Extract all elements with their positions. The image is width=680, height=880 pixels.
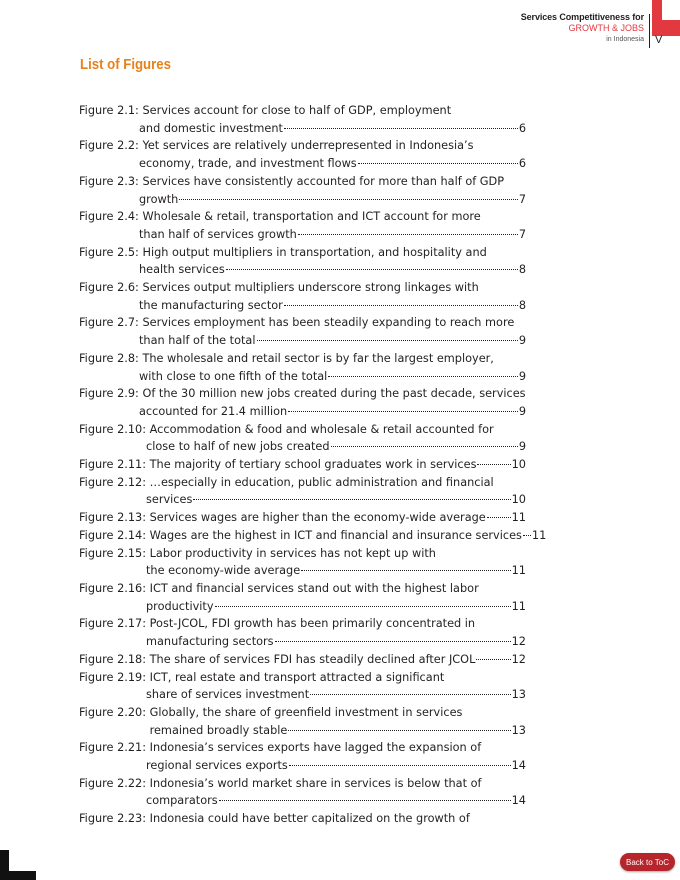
figure-label: Figure 2.17: (79, 617, 147, 631)
figure-entry[interactable] (79, 615, 526, 650)
dot-leader (523, 535, 531, 536)
figure-label: Figure 2.1: (79, 104, 139, 117)
figure-entry[interactable] (79, 739, 526, 774)
figure-caption-line1: The wholesale and retail sector is by far the largest employer, (142, 351, 494, 365)
figure-label: Figure 2.23: (79, 812, 147, 826)
figure-caption-line2: remained broadly stable (146, 723, 288, 737)
figure-caption-line2: services (146, 493, 193, 507)
figure-caption: Services wages are higher than the economy-wide average (149, 511, 486, 525)
figure-first-line (79, 775, 526, 793)
dot-leader (487, 517, 511, 518)
figure-label: Figure 2.18: (79, 652, 147, 666)
figure-continuation-line (79, 155, 526, 173)
figure-entry[interactable] (79, 137, 526, 172)
figure-caption-line1: Wholesale & retail, transportation and ICT account for more (142, 210, 481, 224)
figure-caption: Wages are the highest in ICT and financial and insurance services (149, 528, 522, 542)
figure-continuation-line (79, 491, 526, 509)
figure-entry[interactable] (79, 474, 526, 509)
figure-entry[interactable] (79, 102, 526, 137)
figure-caption-line2: share of services investment (146, 688, 310, 702)
figure-entry[interactable] (79, 669, 526, 704)
figure-caption-line1: Services output multipliers underscore strong linkages with (142, 281, 479, 295)
figure-first-line (79, 314, 526, 332)
figure-caption-line1: Yet services are relatively underrepresented in Indonesia’s (142, 139, 474, 153)
figure-page-number: 11 (531, 528, 547, 542)
figure-label: Figure 2.22: (79, 776, 147, 790)
figure-label: Figure 2.3: (79, 174, 139, 188)
figure-continuation-line (79, 332, 526, 350)
figure-single-line (79, 651, 526, 669)
figure-caption-line1: Services have consistently accounted for more than half of GDP (142, 174, 505, 188)
figure-entry[interactable] (79, 279, 526, 314)
figure-caption-line1: Indonesia’s world market share in services is below that of (149, 776, 482, 790)
figure-label: Figure 2.15: (79, 546, 147, 560)
figure-entry[interactable] (79, 651, 526, 669)
figure-entry[interactable] (79, 545, 526, 580)
figure-page-number: 13 (511, 723, 526, 737)
figure-caption-line1: ICT, real estate and transport attracted a significant (149, 670, 445, 684)
figure-page-number: 6 (518, 157, 526, 171)
figure-caption-line2: close to half of new jobs created (146, 440, 330, 454)
figure-continuation-line (79, 120, 526, 138)
figure-page-number: 11 (511, 599, 526, 613)
figure-first-line (79, 580, 526, 598)
figure-caption-line1: Post-JCOL, FDI growth has been primarily concentrated in (149, 617, 476, 631)
figure-caption-line2: comparators (146, 794, 218, 808)
figure-entry[interactable] (79, 350, 526, 385)
header-divider (649, 14, 650, 48)
figure-label: Figure 2.21: (79, 741, 147, 755)
figure-page-number: 8 (518, 298, 526, 312)
figure-first-line (79, 350, 526, 368)
figure-caption-line2: productivity (146, 599, 214, 613)
figure-page-number: 14 (511, 759, 526, 773)
figure-caption-line1: Services account for close to half of GDP, employment (142, 104, 452, 117)
figure-first-line (79, 474, 526, 492)
figure-entry[interactable] (79, 810, 526, 828)
dot-leader (289, 765, 511, 766)
header-title-line3: in Indonesia (606, 35, 644, 43)
figure-caption-line1: High output multipliers in transportation, and hospitality and (142, 245, 487, 259)
figure-page-number: 12 (511, 652, 526, 666)
figure-page-number: 8 (518, 263, 526, 277)
figure-continuation-line (79, 438, 526, 456)
figure-first-line (79, 615, 526, 633)
figure-entry[interactable] (79, 314, 526, 349)
figure-continuation-line (79, 598, 526, 616)
figure-label: Figure 2.11: (79, 458, 147, 472)
figure-entry[interactable] (79, 704, 526, 739)
figure-label: Figure 2.10: (79, 422, 147, 436)
dot-leader (284, 128, 518, 129)
figure-entry[interactable] (79, 580, 526, 615)
figure-entry[interactable] (79, 385, 526, 420)
figure-entry[interactable] (79, 527, 547, 545)
figure-caption-line2: than half of the total (139, 334, 256, 348)
figure-page-number: 6 (518, 121, 526, 135)
figure-first-line (79, 704, 526, 722)
dot-leader (257, 340, 518, 341)
corner-mark-horizontal (0, 871, 36, 880)
dot-leader (358, 163, 518, 164)
figure-label: Figure 2.8: (79, 351, 139, 365)
figure-entry[interactable] (79, 208, 526, 243)
figure-first-line (79, 421, 526, 439)
figure-first-line (79, 545, 526, 563)
figure-page-number: 9 (518, 440, 526, 454)
figure-entry[interactable] (79, 421, 526, 456)
figure-caption-line2: health services (139, 263, 225, 277)
figure-caption-line2: the manufacturing sector (139, 298, 283, 312)
figure-caption-line2: the economy-wide average (146, 564, 301, 578)
figure-caption-line2: growth (139, 192, 179, 206)
corner-decoration-notch (662, 0, 680, 20)
figure-page-number: 12 (511, 635, 526, 649)
figure-label: Figure 2.20: (79, 705, 147, 719)
figure-caption-line2: and domestic investment (139, 121, 283, 135)
figure-entry[interactable] (79, 173, 526, 208)
header-title-line2: GROWTH & JOBS (568, 23, 644, 34)
figure-caption-line1: Indonesia could have better capitalized on the growth of (149, 812, 470, 826)
dot-leader (284, 305, 518, 306)
figure-continuation-line (79, 297, 526, 315)
figure-first-line (79, 669, 526, 687)
figure-label: Figure 2.6: (79, 281, 139, 295)
dot-leader (215, 606, 511, 607)
figure-first-line (79, 173, 526, 191)
figure-single-line (79, 456, 526, 474)
figure-page-number: 10 (511, 493, 526, 507)
figure-caption-line1: …especially in education, public administration and financial (149, 475, 494, 489)
figure-label: Figure 2.9: (79, 387, 139, 401)
dot-leader (226, 269, 518, 270)
figure-continuation-line (79, 403, 526, 421)
dot-leader (331, 446, 518, 447)
figure-continuation-line (79, 633, 526, 651)
dot-leader (288, 411, 518, 412)
figure-page-number: 14 (511, 794, 526, 808)
figure-single-line (79, 527, 547, 545)
figure-continuation-line (79, 368, 526, 386)
figure-entry[interactable] (79, 775, 526, 810)
figure-caption: The share of services FDI has steadily declined after JCOL (149, 652, 476, 666)
figure-caption-line2: regional services exports (146, 759, 288, 773)
figure-first-line (79, 208, 526, 226)
dot-leader (298, 234, 518, 235)
figure-caption-line1: ICT and financial services stand out with the highest labor (149, 581, 479, 595)
figure-label: Figure 2.5: (79, 245, 139, 259)
figure-continuation-line (79, 792, 526, 810)
dot-leader (310, 694, 511, 695)
figure-caption: The majority of tertiary school graduates work in services (149, 458, 477, 472)
figure-list (79, 102, 547, 828)
figure-continuation-line (79, 226, 526, 244)
dot-leader (219, 800, 511, 801)
dot-leader (301, 570, 510, 571)
dot-leader (275, 641, 511, 642)
header-title-line1: Services Competitiveness for (520, 12, 644, 22)
figure-page-number: 7 (518, 192, 526, 206)
figure-first-line (79, 279, 526, 297)
figure-page-number: 9 (518, 404, 526, 418)
figure-continuation-line (79, 562, 526, 580)
figure-caption-line2: with close to one fifth of the total (139, 369, 328, 383)
figure-entry[interactable] (79, 244, 526, 279)
figure-continuation-line (79, 722, 526, 740)
figure-caption-line2: than half of services growth (139, 227, 297, 241)
dot-leader (477, 464, 510, 465)
figure-caption-line2: manufacturing sectors (146, 635, 274, 649)
figure-caption-line2: economy, trade, and investment flows (139, 157, 357, 171)
figure-label: Figure 2.12: (79, 475, 147, 489)
figure-label: Figure 2.13: (79, 511, 147, 525)
running-header (521, 13, 644, 43)
figure-continuation-line (79, 686, 526, 704)
dot-leader (328, 376, 518, 377)
figure-page-number: 7 (518, 227, 526, 241)
figure-first-line (79, 810, 526, 828)
figure-page-number: 10 (511, 458, 526, 472)
figure-first-line (79, 102, 526, 120)
figure-first-line (79, 244, 526, 262)
page-title: List of Figures (80, 56, 171, 73)
figure-single-line (79, 509, 526, 527)
dot-leader (288, 730, 510, 731)
figure-label: Figure 2.2: (79, 139, 139, 153)
figure-continuation-line (79, 261, 526, 279)
figure-page-number: 11 (511, 564, 526, 578)
figure-label: Figure 2.14: (79, 528, 147, 542)
figure-page-number: 11 (511, 511, 526, 525)
figure-caption-line1: Labor productivity in services has not kept up with (149, 546, 436, 560)
dot-leader (193, 499, 510, 500)
figure-page-number: 13 (511, 688, 526, 702)
dot-leader (179, 199, 518, 200)
figure-first-line (79, 137, 526, 155)
figure-entry[interactable] (79, 509, 526, 527)
figure-label: Figure 2.4: (79, 210, 139, 224)
figure-first-line (79, 385, 526, 403)
figure-entry[interactable] (79, 456, 526, 474)
figure-caption-line1: Services employment has been steadily expanding to reach more (142, 316, 515, 330)
figure-caption-line1: Indonesia’s services exports have lagged the expansion of (149, 741, 482, 755)
figure-continuation-line (79, 757, 526, 775)
figure-label: Figure 2.19: (79, 670, 147, 684)
figure-page-number: 9 (518, 369, 526, 383)
figure-caption-line2: accounted for 21.4 million (139, 404, 288, 418)
back-to-toc-button[interactable]: Back to ToC (620, 853, 675, 871)
figure-label: Figure 2.7: (79, 316, 139, 330)
figure-first-line (79, 739, 526, 757)
figure-continuation-line (79, 191, 526, 209)
figure-label: Figure 2.16: (79, 581, 147, 595)
figure-caption-line1: Globally, the share of greenfield investment in services (149, 705, 463, 719)
figure-caption-line1: Of the 30 million new jobs created during the past decade, services (142, 387, 526, 401)
page-number: V (655, 34, 663, 46)
figure-caption-line1: Accommodation & food and wholesale & retail accounted for (149, 422, 494, 436)
dot-leader (476, 659, 510, 660)
figure-page-number: 9 (518, 334, 526, 348)
